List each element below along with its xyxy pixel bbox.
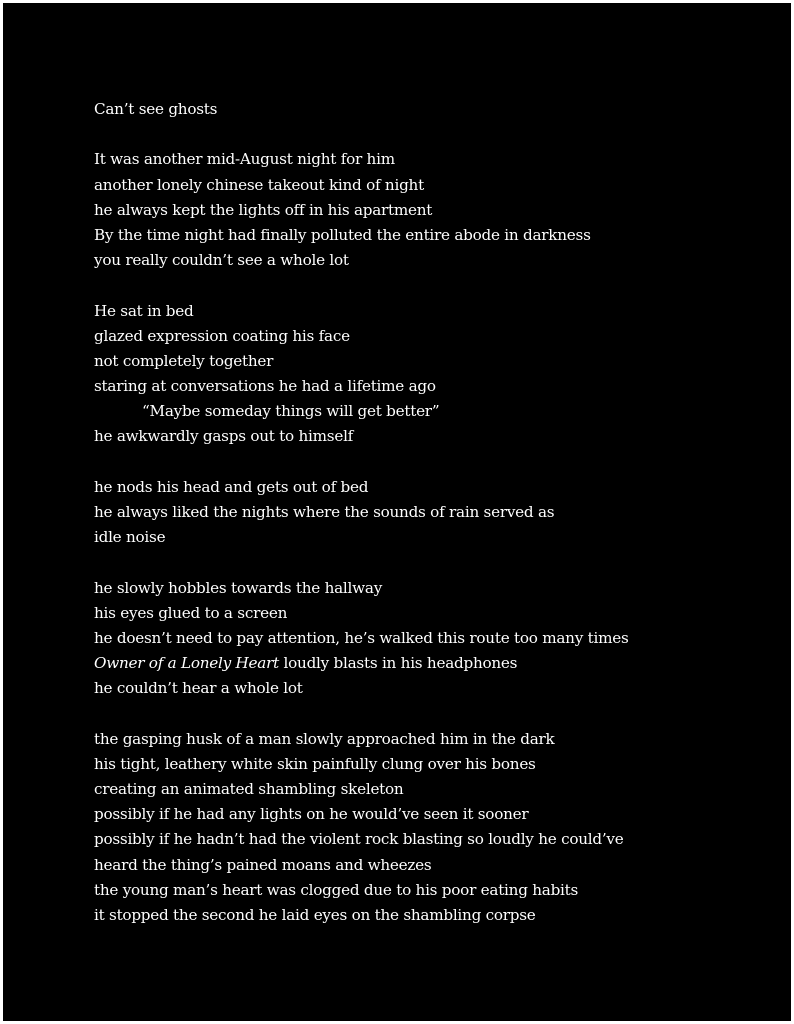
poem-line: staring at conversations he had a lifetime ago	[94, 377, 436, 396]
poem-title: Can’t see ghosts	[94, 100, 218, 118]
poem-line: He sat in bed	[94, 301, 194, 320]
song-title: Owner of a Lonely Heart	[94, 654, 279, 673]
poem-line: it stopped the second he laid eyes on the shambling corpse	[94, 906, 536, 924]
poem-line: he couldn’t hear a whole lot	[94, 679, 303, 698]
poem-line: he awkwardly gasps out to himself	[94, 427, 354, 446]
poem-line: he always liked the nights where the sounds of rain served as	[94, 503, 555, 521]
stanza-gap	[94, 122, 629, 147]
song-line-rest: loudly blasts in his headphones	[278, 654, 518, 673]
poem-quote-line: “Maybe someday things will get better”	[142, 402, 440, 421]
stanza-gap	[94, 273, 629, 298]
stanza-gap	[94, 550, 629, 575]
poem-body	[94, 97, 629, 928]
stanza-gap	[94, 702, 629, 727]
poem-line-song	[94, 651, 629, 676]
stanza-gap	[94, 450, 629, 475]
poem-line: heard the thing’s pained moans and wheezes	[94, 855, 432, 874]
poem-line: he always kept the lights off in his apartment	[94, 200, 433, 219]
poem-line: he nods his head and gets out of bed	[94, 477, 369, 496]
poem-line: glazed expression coating his face	[94, 326, 350, 345]
poem-line: It was another mid-August night for him	[94, 150, 395, 169]
poem-line: he doesn’t need to pay attention, he’s walked this route too many times	[94, 628, 629, 647]
poem-line: his tight, leathery white skin painfully clung over his bones	[94, 754, 536, 773]
poem-line: not completely together	[94, 351, 274, 370]
poem-page	[3, 3, 791, 1021]
poem-line: you really couldn’t see a whole lot	[94, 251, 349, 270]
poem-line: he slowly hobbles towards the hallway	[94, 578, 383, 597]
poem-line: the gasping husk of a man slowly approached him in the dark	[94, 729, 555, 748]
poem-line: creating an animated shambling skeleton	[94, 780, 404, 799]
poem-line: possibly if he had any lights on he would’ve seen it sooner	[94, 805, 529, 824]
poem-line: another lonely chinese takeout kind of night	[94, 175, 424, 194]
poem-line: the young man’s heart was clogged due to his poor eating habits	[94, 880, 579, 899]
poem-line: possibly if he hadn’t had the violent rock blasting so loudly he could’ve	[94, 830, 624, 849]
poem-line: By the time night had finally polluted the entire abode in darkness	[94, 225, 591, 244]
poem-line: idle noise	[94, 528, 166, 547]
poem-line: his eyes glued to a screen	[94, 603, 288, 622]
